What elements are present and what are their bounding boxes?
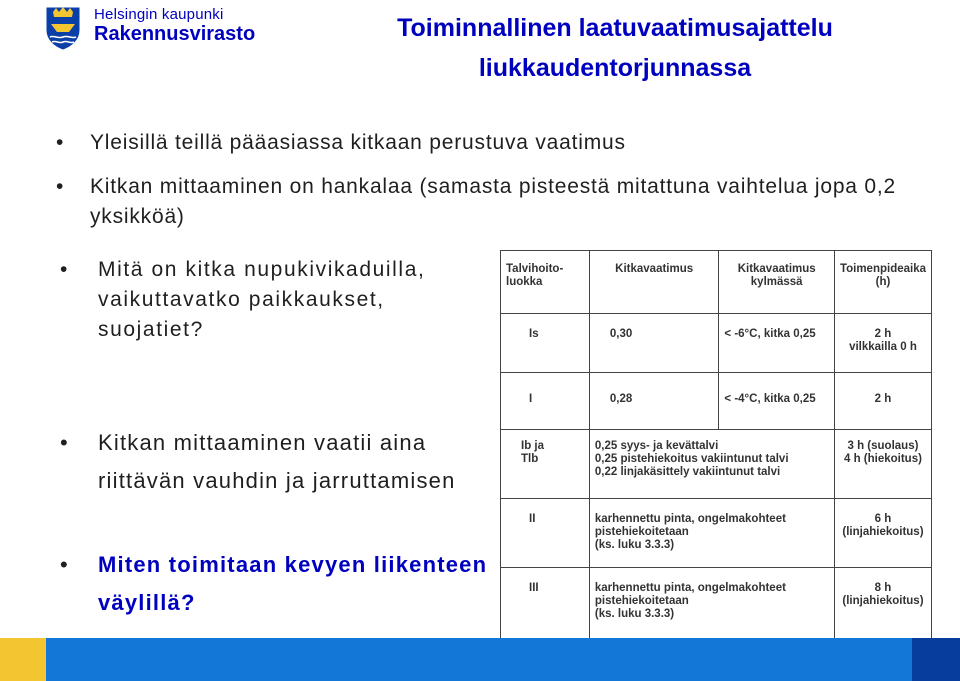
table-cell-time: 6 h (linjahiekoitus): [834, 499, 931, 568]
bullet-dot-icon: •: [60, 552, 69, 577]
bullet-item: [60, 424, 488, 500]
bullet-item: [56, 172, 920, 232]
bullet-item: [60, 255, 498, 345]
table-cell-time: 2 h vilkkailla 0 h: [834, 314, 931, 373]
slide-title: [300, 8, 930, 88]
table-header-cell: Kitkavaatimus kylmässä: [719, 251, 835, 314]
winter-maintenance-table: [500, 250, 932, 641]
table-cell-class: Is: [501, 314, 590, 373]
bullet-dot-icon: •: [56, 175, 65, 198]
table-cell-requirement: 0,28: [589, 373, 719, 430]
table-header-cell: Kitkavaatimus: [589, 251, 719, 314]
table-header-cell: Talvihoito- luokka: [501, 251, 590, 314]
table-cell-class: III: [501, 568, 590, 641]
table-cell-class: I: [501, 373, 590, 430]
table-cell-time: 3 h (suolaus) 4 h (hiekoitus): [834, 430, 931, 499]
table-cell-requirement: karhennettu pinta, ongelmakohteet pistehiekoitetaan (ks. luku 3.3.3): [589, 499, 834, 568]
table-row: [501, 314, 932, 373]
table-cell-class: II: [501, 499, 590, 568]
bullet-item-highlight: [60, 546, 488, 622]
table-header-row: [501, 251, 932, 314]
bullet-text: Kitkan mittaaminen on hankalaa (samasta pisteestä mitattuna vaihtelua jopa 0,2 yksikköä): [90, 175, 897, 228]
logo-line-city: Helsingin kaupunki: [94, 6, 224, 23]
bullet-text: Miten toimitaan kevyen liikenteen väylillä?: [98, 552, 488, 615]
table-cell-requirement: karhennettu pinta, ongelmakohteet pistehiekoitetaan (ks. luku 3.3.3): [589, 568, 834, 641]
table-row: [501, 430, 932, 499]
table-cell-cold: < -4°C, kitka 0,25: [719, 373, 835, 430]
helsinki-crest-icon: [44, 6, 82, 50]
table-cell-class: Ib ja Tlb: [501, 430, 590, 499]
bullet-dot-icon: •: [56, 131, 65, 154]
city-logo: [44, 6, 294, 52]
slide-title-line-2: liukkaudentorjunnassa: [478, 54, 752, 82]
table-cell-time: 2 h: [834, 373, 931, 430]
bullet-text: Yleisillä teillä pääasiassa kitkaan perustuva vaatimus: [90, 131, 626, 154]
table-cell-requirement: 0,25 syys- ja kevättalvi 0,25 pistehiekoitus vakiintunut talvi 0,22 linjakäsittely vakiintunut talvi: [589, 430, 834, 499]
table-header-cell: Toimenpideaika (h): [834, 251, 931, 314]
footer-blue-band: [46, 638, 912, 681]
table-cell-requirement: 0,30: [589, 314, 719, 373]
logo-text: [94, 6, 255, 45]
table-row: [501, 373, 932, 430]
logo-line-department: Rakennusvirasto: [94, 23, 256, 45]
footer-bar: [0, 638, 960, 681]
table-cell-cold: < -6°C, kitka 0,25: [719, 314, 835, 373]
slide-title-line-1: Toiminnallinen laatuvaatimusajattelu: [397, 14, 833, 42]
bullet-item: [56, 128, 910, 158]
bullet-dot-icon: •: [60, 258, 69, 281]
footer-dark-block: [912, 638, 960, 681]
footer-yellow-block: [0, 638, 46, 681]
bullet-dot-icon: •: [60, 430, 69, 455]
table-row: [501, 499, 932, 568]
bullet-text: Kitkan mittaaminen vaatii aina riittävän vauhdin ja jarruttamisen: [98, 430, 456, 493]
table-cell-time: 8 h (linjahiekoitus): [834, 568, 931, 641]
table-row: [501, 568, 932, 641]
bullet-text: Mitä on kitka nupukivikaduilla, vaikuttavatko paikkaukset, suojatiet?: [98, 258, 426, 341]
